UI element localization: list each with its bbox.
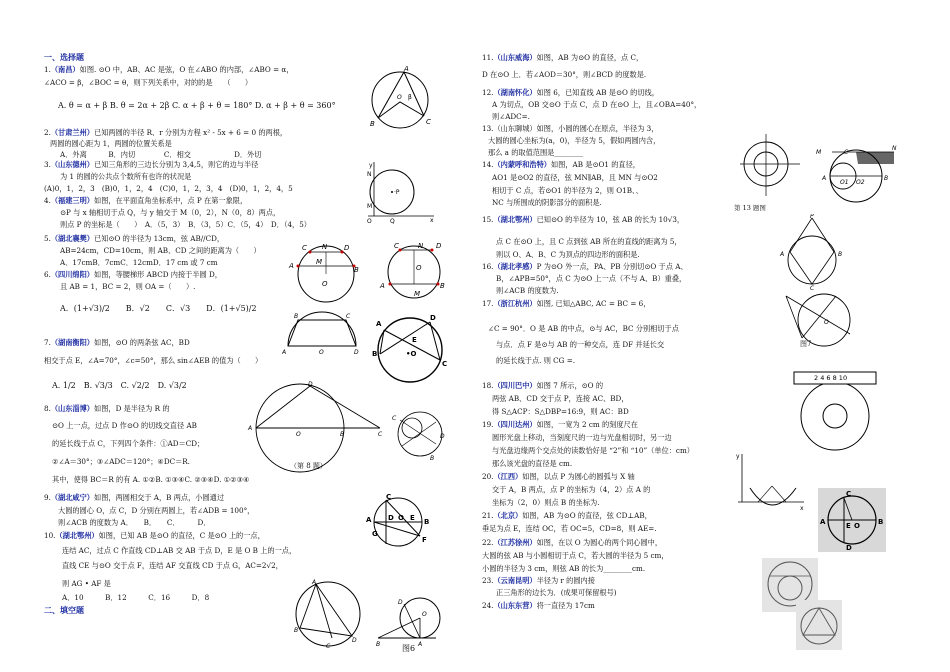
question-3-line-1 (44, 159, 258, 171)
q4-source: （福建三明） (50, 196, 94, 205)
q10-options: A．10 B．12 C．16 D．8 (62, 593, 210, 602)
question-8-line-1 (44, 403, 170, 415)
q5-text-1: 已知⊙O 的半径为 13cm，弦 AB//CD， (94, 234, 225, 243)
svg-text:O: O (422, 611, 427, 618)
section-choice-heading: 一、选择题 (44, 52, 84, 62)
svg-text:N: N (418, 242, 424, 250)
q14-text-4: NC 与所围成的阴影部分的面积是. (492, 198, 602, 207)
q19-number: 19. (482, 420, 494, 429)
q2-options: A．外离 B．内切 C．相交 D．外切 (60, 150, 262, 159)
q7-number: 7. (44, 338, 51, 347)
q17-text-1: 如图, 已知△ABC, AC = BC = 6， (536, 299, 651, 308)
q22-text-2: 大圆的弦 AB 与小圆相切于点 C，若大圆的半径为 5 cm， (482, 551, 669, 560)
question-12-line-1 (482, 87, 659, 99)
q5-number: 5. (44, 234, 51, 243)
svg-text:B: B (372, 350, 378, 358)
q20-text-3: 坐标为（2，0）则点 B 的坐标为. (492, 498, 600, 507)
question-13-line-1 (482, 123, 658, 135)
q17-number: 17. (482, 299, 494, 308)
svg-text:C: C (394, 242, 399, 250)
svg-text:B: B (340, 431, 345, 438)
q18-text-2: 两弦 AB、CD 交于点 P，连接 AC、BD， (492, 394, 629, 403)
svg-text:C: C (386, 493, 392, 501)
q17-text-2: ∠C = 90°．O 是 AB 的中点，⊙与 AC，BC 分别相切于点 (488, 324, 679, 333)
q7-text-2: 相交于点 E，∠A=70°，∠c=50°，那么 sin∠AEB 的值为（ ） (44, 356, 263, 365)
q14-text-1: 如图，AB 是⊙O1 的直径， (550, 160, 640, 169)
q8-text-4: ②∠A＝30°；③∠ADC＝120°；④DC＝R. (52, 457, 190, 466)
q19-source: （四川达州） (493, 420, 537, 429)
q6-options: A．(1+√3)/2 B．√2 C．√3 D．(1+√5)/2 (60, 304, 257, 313)
q17-text-3: 与点．点 F 是⊙与 AB 的一种交点，连 DF 并延长交 (496, 340, 665, 349)
q15-text-2: 点 C 在⊙O 上，且 C 点到弦 AB 所在的直线的距离为 5， (496, 237, 682, 246)
q11-number: 11. (482, 53, 494, 62)
q10-source: （湖北鄂州） (55, 531, 99, 540)
svg-text:O: O (322, 280, 328, 288)
svg-text:A: A (366, 516, 372, 524)
q18-text-3: 得 S△ACP：S△DBP=16:9，则 AC：BD (492, 407, 629, 416)
svg-text:C: C (378, 431, 383, 438)
question-10-line-1 (44, 530, 265, 542)
svg-text:D: D (846, 544, 852, 552)
svg-text:N: N (322, 243, 328, 251)
q3-number: 3. (44, 160, 51, 169)
q19-text-4: 那么该光盘的直径是 cm. (492, 459, 573, 468)
question-16-line-1 (482, 261, 688, 273)
svg-text:C: C (442, 360, 448, 368)
figure-q16-tangents (770, 214, 854, 290)
q21-number: 21. (482, 511, 494, 520)
q21-text-1: 如图，AB 为⊙O 的直径，弦 CD⊥AB， (522, 511, 652, 520)
svg-text:x: x (800, 505, 804, 512)
svg-text:O: O (319, 349, 324, 356)
q5-options: A．17cmB．7cmC．12cmD．17 cm 或 7 cm (60, 258, 218, 267)
svg-text:P: P (810, 214, 814, 220)
figure-q19-ruler-disk (792, 368, 878, 454)
question-22-line-1 (482, 537, 662, 549)
q1-text-1: 如图. ⊙O 中，AB、AC 是弦，O 在∠ABO 的内部，∠ABO = α， (79, 65, 294, 74)
svg-text:β: β (408, 94, 412, 101)
q20-text-2: 交于 A，B 两点，点 P 的坐标为（4，2）点 A 的 (492, 485, 651, 494)
q8-text-1: 如图，D 是半径为 R 的 (94, 404, 170, 413)
q22-text-3: 小圆的半径为 3 cm，则弦 AB 的长为________cm. (482, 564, 646, 573)
q6-number: 6. (44, 270, 51, 279)
q17-source: （浙江杭州） (493, 299, 537, 308)
q10-text-3: 直线 CE 与⊙O 交于点 F，连结 AF 交直线 CD 于点 G，AC=2√2， (62, 561, 283, 570)
svg-text:B: B (376, 641, 381, 648)
q6-source: （四川绵阳） (50, 270, 94, 279)
svg-text:C: C (302, 244, 307, 252)
svg-text:O: O (367, 218, 372, 224)
figure-q23-triangle (796, 600, 842, 650)
q1-options: A. θ = α + β B. θ = 2α + 2β C. α + β + θ = 180° D. α + β + θ = 360° (58, 101, 336, 110)
fig8-caption: （第 8 题） (290, 462, 327, 470)
svg-text:D: D (430, 314, 436, 322)
q6-text-2: 且 AB = 1，BC = 2，则 OA =（ ）. (60, 282, 196, 291)
svg-text:A: A (289, 262, 294, 270)
q4-text-1: 如图，在平面直角坐标系中，点 P 在第一象限， (94, 196, 248, 205)
svg-text:B: B (884, 175, 889, 182)
q8-text-5: 其中，使得 BC＝R 的有 A. ①②B. ①③④C. ②③④D. ①②③④ (52, 475, 250, 484)
figure-q21-circle (818, 488, 886, 552)
q2-text-1: 已知两圆的半径 R、r 分别为方程 x² - 5x + 6 = 0 的两根， (94, 128, 288, 137)
svg-text:B: B (294, 313, 299, 320)
figure-q13-circles (736, 130, 802, 202)
question-14-line-1 (482, 159, 640, 171)
svg-text:A: A (376, 320, 382, 328)
q21-source: （北京） (493, 511, 523, 520)
q19-text-3: 与光盘边缘两个交点处的读数恰好是 “2”和 “10”（单位：cm） (492, 446, 694, 455)
q20-number: 20. (482, 472, 494, 481)
q4-number: 4. (44, 196, 51, 205)
q3-options: (A)0，1，2，3 (B)0，1，2，4 (C)0，1，2，3，4 (D)0，1，2，4，5 (44, 184, 293, 193)
question-17-line-1 (482, 298, 650, 310)
section-fill-heading: 二、填空题 (44, 605, 84, 615)
svg-text:A: A (282, 349, 287, 356)
q13-source: （山东聊城） (493, 124, 537, 133)
q15-text-3: 则以 O、A、B、C 为顶点的四边形的面积是. (496, 250, 640, 259)
question-1-line-1 (44, 64, 293, 76)
question-19-line-1 (482, 419, 638, 431)
q21-text-2: 垂足为点 E，连结 OC，若 OC=5，CD=8，则 AE=. (482, 524, 657, 533)
q15-text-1: 已知⊙O 的半径为 10，弦 AB 的长为 10√3， (536, 215, 685, 224)
ruler-tick-labels: 2 4 6 8 10 (814, 374, 848, 382)
fig7-caption: 图7 (800, 340, 812, 348)
svg-text:D: D (388, 514, 394, 522)
q11-source: （山东威海） (493, 53, 537, 62)
question-23-line-1 (482, 575, 595, 587)
svg-text:D: D (352, 637, 357, 644)
svg-text:M: M (316, 258, 323, 266)
q16-text-2: B，∠APB=50°，点 C 为⊙O 上一点（不与 A、B）重叠， (496, 274, 687, 283)
svg-text:y: y (369, 162, 373, 169)
question-7-line-1 (44, 337, 190, 349)
svg-text:O2: O2 (856, 179, 865, 186)
svg-text:O: O (397, 94, 402, 101)
figure-q8-tangent (240, 380, 450, 476)
svg-text:A: A (822, 175, 827, 182)
q20-text-1: 如图，以点 P 为圆心的圆弧与 X 轴 (522, 472, 635, 481)
q9-text-2: 大圆的圆心 O，点 C，D 分别在两圆上，若∠ADB = 100°， (58, 506, 255, 515)
q12-number: 12. (482, 88, 494, 97)
question-11-line-1 (482, 52, 643, 64)
q18-text-1: 如图 7 所示，⊙O 的 (536, 381, 604, 390)
q23-number: 23. (482, 576, 494, 585)
q9-number: 9. (44, 493, 51, 502)
svg-text:O: O (854, 522, 860, 530)
svg-text:E: E (846, 522, 851, 530)
svg-text:D: D (436, 242, 442, 250)
q2-source: （甘肃兰州） (50, 128, 94, 137)
q15-number: 15. (482, 215, 494, 224)
figure-q1-circle (364, 64, 434, 132)
q11-text-1: 如图，AB 为⊙O 的直径，点 C， (536, 53, 644, 62)
figure-q10-circle (360, 492, 442, 552)
figure-q18-chords (780, 290, 860, 352)
q17-text-4: 的延长线于点. 则 CG =. (496, 356, 576, 365)
q8-source: （山东淄博） (50, 404, 94, 413)
question-4-line-1 (44, 195, 247, 207)
question-6-line-1 (44, 269, 222, 281)
q5-text-2: AB=24cm，CD=10cm，则 AB、CD 之间的距离为（ ） (60, 246, 261, 255)
svg-text:M: M (367, 203, 373, 210)
q10-text-1: 如图，已知 AB 是⊙O 的直径，C 是⊙O 上的一点， (98, 531, 265, 540)
q12-text-3: 则∠ADC=. (492, 112, 530, 121)
q4-text-3: 则点 P 的坐标是（ ） A．（5，3） B．（3，5）C．（5，4） D．（4，5） (60, 220, 311, 229)
q10-text-2: 连结 AC，过点 C 作直线 CD⊥AB 交 AB 于点 D，E 是 O B 上的一点， (62, 546, 297, 555)
svg-text:B: B (878, 518, 884, 526)
q18-number: 18. (482, 381, 494, 390)
q8-text-2: ⊙O 上一点，过点 D 作⊙O 的切线交直径 AB (52, 421, 197, 430)
q1-text-2: ∠ACO = β，∠BOC = θ，则下列关系中，对的的是 （ ） (44, 78, 253, 87)
q7-source: （湖南衡阳） (50, 338, 94, 347)
question-24-line-1 (482, 600, 595, 612)
q23-text-2: 正三角形的边长为．(成果可保留根号) (496, 588, 617, 597)
q16-text-1: P 为⊙O 外一点，PA、PB 分别切⊙O 于点 A、 (536, 262, 688, 271)
q24-source: （山东东营） (493, 601, 537, 610)
q19-text-2: 圆形光盘上移动，当刻度尺的一边与光盘相切时，另一边 (492, 433, 672, 442)
svg-text:C: C (426, 118, 431, 126)
svg-text:C: C (326, 643, 331, 650)
q9-text-1: 如图，两圆相交于 A，B 两点，小圆通过 (94, 493, 225, 502)
svg-text:D: D (440, 433, 445, 440)
q16-text-3: 则∠ACB 的度数为. (496, 286, 559, 295)
svg-text:C: C (844, 149, 849, 156)
svg-text:D: D (398, 599, 403, 606)
q18-source: （四川巴中） (493, 381, 537, 390)
svg-text:D: D (354, 349, 359, 356)
question-18-line-1 (482, 380, 603, 392)
svg-text:A: A (380, 282, 385, 290)
q12-text-1: 如图 6，已知直线 AB 是⊙O 的切线， (536, 88, 659, 97)
svg-text:B: B (294, 627, 299, 634)
svg-text:A: A (418, 641, 423, 648)
svg-text:B: B (354, 266, 359, 274)
q6-text-1: 如图，等腰梯形 ABCD 内接于半圆 D， (94, 270, 222, 279)
q13-text-1: 如图，小圆的圆心在原点，半径为 3， (536, 124, 659, 133)
q24-number: 24. (482, 601, 494, 610)
question-15-line-1 (482, 214, 684, 226)
q9-source: （湖北咸宁） (50, 493, 94, 502)
svg-text:Q: Q (390, 218, 395, 224)
svg-text:O1: O1 (840, 179, 849, 186)
q7-options: A. 1/2 B. √3/3 C. √2/2 D. √3/2 (52, 381, 187, 390)
svg-text:O: O (296, 431, 301, 438)
q24-text-1: 将一直径为 17cm (536, 601, 595, 610)
q12-text-2: A 为切点，OB 交⊙O 于点 C，点 D 在⊙O 上，且∠OBA=40°， (492, 100, 702, 109)
q22-number: 22. (482, 538, 494, 547)
svg-text:N: N (367, 171, 372, 178)
q11-text-2: D 在⊙O 上．若∠AOD＝30°，则∠BCD 的度数是. (482, 70, 647, 79)
svg-text:x: x (430, 217, 434, 224)
q13-text-3: 那么 a 的取值范围是________ (488, 148, 584, 157)
figure-q20-arc-axes (734, 450, 808, 516)
question-20-line-1 (482, 471, 635, 483)
q16-source: （湖北孝感） (493, 262, 537, 271)
svg-text:B: B (370, 120, 375, 128)
svg-text:A: A (780, 251, 785, 258)
q14-source: （内蒙呼和浩特） (493, 160, 551, 169)
svg-text:•O: •O (406, 350, 417, 358)
q2-number: 2. (44, 128, 51, 137)
q15-source: （湖北鄂州） (493, 215, 537, 224)
svg-text:·P: ·P (394, 189, 400, 196)
svg-text:F: F (422, 536, 427, 544)
q23-source: （云南昆明） (493, 576, 537, 585)
q14-number: 14. (482, 160, 494, 169)
q1-number: 1. (44, 65, 51, 74)
svg-text:N: N (892, 145, 897, 152)
svg-text:C: C (846, 490, 852, 498)
fig13-caption: 第 13 题图 (734, 204, 766, 212)
question-9-line-1 (44, 492, 224, 504)
figure-q12-tangent (376, 592, 450, 652)
question-21-line-1 (482, 510, 652, 522)
svg-text:A: A (248, 425, 253, 432)
q12-source: （湖南怀化） (493, 88, 537, 97)
q14-text-3: 相切于 C 点，若⊙O1 的半径为 2，则 O1B、、 (492, 186, 643, 195)
svg-text:A: A (312, 579, 317, 586)
question-5-line-1 (44, 233, 224, 245)
svg-text:C: C (346, 313, 351, 320)
figure-q11-circle (292, 578, 366, 652)
svg-text:D: D (344, 244, 350, 252)
q14-text-2: AO1 是⊙O2 的直径，弦 MN∥AB，且 MN 与⊙O2 (492, 173, 658, 182)
q16-number: 16. (482, 262, 494, 271)
q10-number: 10. (44, 531, 56, 540)
q23-text-1: 半径为 r 的圆内接 (536, 576, 595, 585)
figure-q7-chords (370, 312, 452, 386)
figure-q14-shaded (812, 140, 898, 212)
q8-number: 8. (44, 404, 51, 413)
svg-text:G: G (372, 530, 378, 538)
svg-text:y: y (736, 453, 740, 460)
svg-text:A: A (820, 518, 826, 526)
svg-text:E: E (410, 514, 415, 522)
q5-source: （湖北襄樊） (50, 234, 94, 243)
svg-text:D: D (308, 381, 313, 388)
q3-source: （山东德州） (50, 160, 94, 169)
q13-number: 13. (482, 124, 494, 133)
svg-text:O: O (398, 514, 404, 522)
q3-text-1: 已知三角形的三边长分别为 3,4,5，则它的边与半径 (94, 160, 259, 169)
svg-text:B: B (838, 251, 843, 258)
svg-text:B: B (440, 282, 445, 290)
svg-text:B: B (430, 455, 435, 462)
q10-text-4: 则 AG • AF 是 (62, 579, 111, 588)
q3-text-2: 为 1 的圆的公共点个数所有也许的状况是 (60, 172, 192, 181)
q13-text-2: 大圆的圆心坐标为(a，0)，半径为 5，假如两圆内含， (488, 136, 661, 145)
figure-q6-semicircle (282, 310, 362, 356)
svg-text:B: B (424, 518, 430, 526)
svg-text:A: A (404, 65, 409, 73)
q22-text-1: 如图，在以 O 为圆心的两个同心圆中， (536, 538, 663, 547)
q1-source: （南昌） (50, 65, 80, 74)
q20-source: （江西） (493, 472, 523, 481)
q4-text-2: ⊙P 与 x 轴相切于点 Q，与 y 轴交于 M（0，2），N（0，8）两点， (60, 208, 281, 217)
svg-text:O: O (416, 264, 422, 272)
svg-text:E: E (412, 336, 417, 344)
svg-text:C: C (810, 285, 815, 290)
figure-q4-axes-circle (366, 160, 436, 224)
svg-text:O: O (824, 319, 829, 326)
figure-q5-circle-a (288, 238, 374, 306)
fig6-caption: 图6 (402, 644, 416, 653)
q2-text-2: 两圆的圆心距为 1，两圆的位置关系是 (50, 139, 172, 148)
svg-text:C: C (392, 415, 397, 422)
svg-text:M: M (816, 149, 822, 156)
q7-text-1: 如图，⊙O 的两条弦 AC，BD (94, 338, 190, 347)
q9-text-3: 则∠ACB 的度数为 A． B． C． D． (58, 518, 211, 527)
q19-text-1: 如图，一宽为 2 cm 的刻度尺在 (536, 420, 638, 429)
svg-text:M: M (414, 290, 421, 298)
q22-source: （江苏徐州） (493, 538, 537, 547)
figure-q5-circle-b (378, 238, 454, 306)
q8-text-3: 的延长线于点 C，下列四个条件：①AD＝CD； (52, 439, 205, 448)
